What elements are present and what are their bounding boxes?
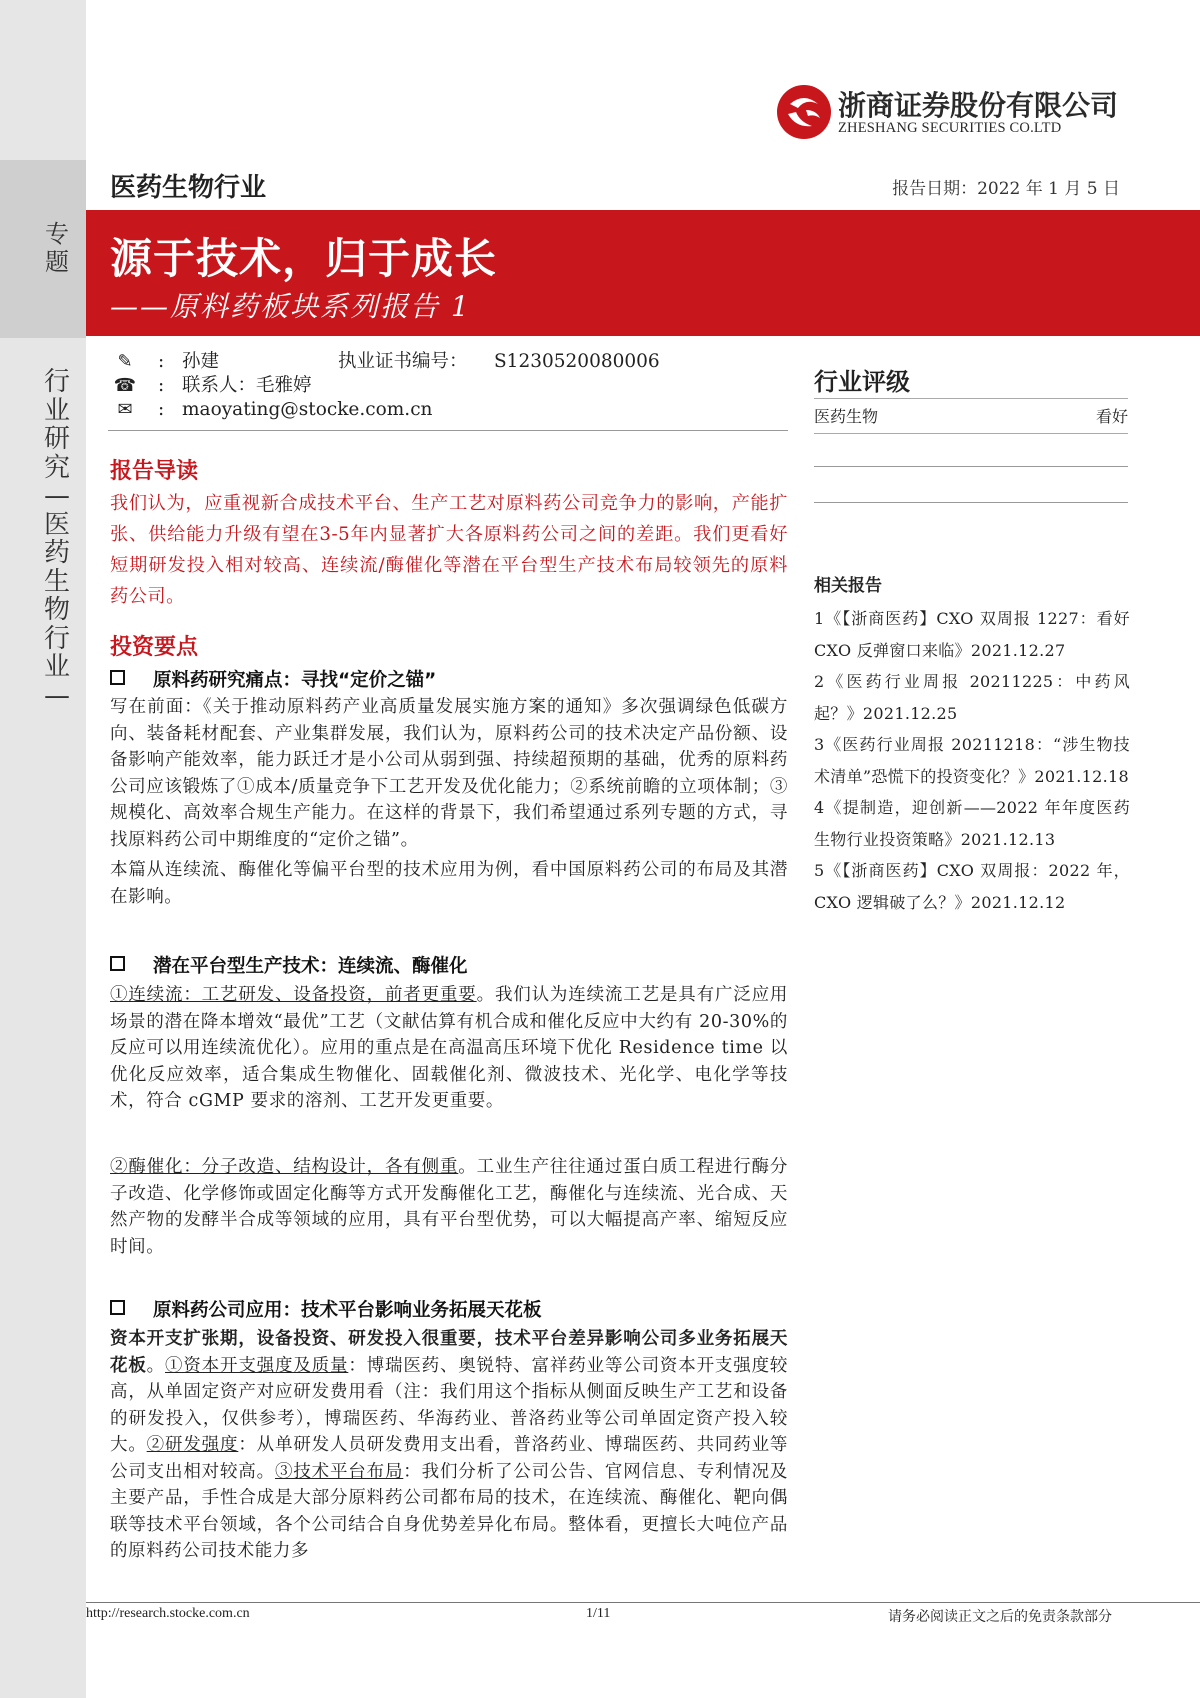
key-points-heading: 投资要点 <box>110 635 199 660</box>
cert-number: S1230520080006 <box>494 351 660 372</box>
company-logo <box>776 82 1119 142</box>
zheshang-logo-icon <box>776 84 832 140</box>
point2-continuous-flow <box>110 982 788 1115</box>
report-subtitle: ——原料药板块系列报告 1 <box>110 290 471 323</box>
tech-platform-lead: ③技术平台布局 <box>274 1461 404 1482</box>
footer-disclaimer: 请务必阅读正文之后的免责条款部分 <box>888 1609 1112 1625</box>
colon: : <box>158 351 165 372</box>
point2-title: 潜在平台型生产技术：连续流、酶催化 <box>153 956 468 977</box>
email-row <box>112 398 792 422</box>
rating-value: 看好 <box>1095 407 1128 426</box>
company-name-cn: 浙商证券股份有限公司 <box>838 89 1119 122</box>
footer-divider <box>86 1602 1200 1603</box>
guide-text: 我们认为，应重视新合成技术平台、生产工艺对原料药公司竞争力的影响，产能扩张、供给能力升级有望在3-5年内显著扩大各原料药公司之间的差距。我们更看好短期研发投入相对较高、连续流/酶催化等潜在平台型生产技术布局较领先的原料药公司。 <box>110 493 788 607</box>
related-report-item[interactable]: 2《医药行业周报 20211225：中药风起？》2021.12.25 <box>814 672 1130 723</box>
point2-enzyme-catalysis <box>110 1154 788 1260</box>
point3-bold-lead: 资本开支扩张期，设备投资、研发投入很重要，技术平台差异影响公司多业务拓展天花板 <box>110 1329 788 1376</box>
rating-sector: 医药生物 <box>814 407 879 426</box>
report-title: 源于技术，归于成长 <box>110 234 498 283</box>
envelope-icon: ✉ <box>117 399 133 420</box>
author-block <box>112 350 792 422</box>
footer-url[interactable]: http://research.stocke.com.cn <box>86 1606 250 1621</box>
phone-icon: ☎ <box>113 375 137 396</box>
rating-divider <box>814 502 1128 503</box>
rating-row <box>814 398 1128 434</box>
contact-row <box>112 374 792 398</box>
page-number: 1/11 <box>586 1606 611 1621</box>
rating-divider <box>814 466 1128 467</box>
continuous-flow-text: 。我们认为连续流工艺是具有广泛应用场景的潜在降本增效“最优”工艺（文献估算有机合成和催化反应中大约有 20-30%的反应可以用连续流优化）。应用的重点是在高温高压环境下优化 Residence time 以优化反应效率，适合集成生物催化、固载催化剂、微波技术、光化学、电化学等技术，符合 cGMP 要求的溶剂、工艺开发更重要。 <box>110 985 788 1111</box>
enzyme-text: 。工业生产往往通过蛋白质工程进行酶分子改造、化学修饰或固定化酶等方式开发酶催化工艺，酶催化与连续流、光合成、天然产物的发酵半合成等领域的应用，具有平台型优势，可以大幅提高产率、缩短反应时间。 <box>110 1157 788 1257</box>
contact-name: 联系人：毛雅婷 <box>182 375 312 396</box>
point3-dot: 。 <box>146 1355 166 1376</box>
cert-label: 执业证书编号： <box>338 351 468 372</box>
point1-heading <box>110 666 436 692</box>
point1-title: 原料药研究痛点：寻找“定价之锚” <box>153 670 437 691</box>
related-heading: 相关报告 <box>814 576 882 596</box>
analyst-row <box>112 350 792 374</box>
sidebar-vertical-label: 行业研究—医药生物行业— <box>43 367 70 711</box>
sidebar-tag: 专题 <box>45 220 69 276</box>
point2-heading <box>110 952 468 978</box>
point3-text <box>110 1326 788 1565</box>
related-report-list <box>814 603 1130 918</box>
related-report-item[interactable]: 1《【浙商医药】CXO 双周报 1227：看好 CXO 反弹窗口来临》2021.12.27 <box>814 609 1130 660</box>
colon: : <box>158 399 165 420</box>
point1-text: 写在前面：《关于推动原料药产业高质量发展实施方案的通知》多次强调绿色低碳方向、装备耗材配套、产业集群发展，我们认为，原料药公司的技术决定产品份额、设备影响产能效率，能力跃迁才是小公司从弱到强、持续超预期的基础，优秀的原料药公司应该锻炼了①成本/质量竞争下工艺开发及优化能力；②系统前瞻的立项体制；③规模化、高效率合规生产能力。在这样的背景下，我们希望通过系列专题的方式，寻找原料药公司中期维度的“定价之锚”。 <box>110 697 788 850</box>
bullet-square-icon <box>110 1300 125 1315</box>
report-date: 报告日期：2022 年 1 月 5 日 <box>892 179 1120 199</box>
continuous-flow-lead: ①连续流：工艺研发、设备投资，前者更重要 <box>110 985 477 1005</box>
related-report-item[interactable]: 3《医药行业周报 20211218：“涉生物技术清单”恐慌下的投资变化？》2021.12.18 <box>814 735 1130 786</box>
analyst-name: 孙建 <box>182 351 220 372</box>
capex-text: ：博瑞医药、奥锐特、富祥药业等公司资本开支强度较高，从单固定资产对应研发费用看（注：我们用这个指标从侧面反映生产工艺和设备的研发投入，仅供参考），博瑞医药、华海药业、普洛药业等公司单固定资产投入较大。 <box>110 1355 789 1455</box>
author-divider <box>108 430 788 431</box>
industry-title: 医药生物行业 <box>110 173 267 203</box>
pen-icon: ✎ <box>117 351 133 372</box>
guide-heading: 报告导读 <box>110 459 199 484</box>
company-name-en: ZHESHANG SECURITIES CO.LTD <box>838 120 1062 136</box>
bullet-square-icon <box>110 670 125 685</box>
capex-lead: ①资本开支强度及质量 <box>165 1355 349 1376</box>
tech-platform-text: ：我们分析了公司公告、官网信息、专利情况及主要产品，手性合成是大部分原料药公司都布局的技术，在连续流、酶催化、靶向偶联等技术平台领域，各个公司结合自身优势差异化布局。整体看，更擅长大吨位产品的原料药公司技术能力多 <box>110 1461 788 1561</box>
point1-text2: 本篇从连续流、酶催化等偏平台型的技术应用为例，看中国原料药公司的布局及其潜在影响。 <box>110 860 788 907</box>
related-report-item[interactable]: 5《【浙商医药】CXO 双周报：2022 年，CXO 逻辑破了么？》2021.12.12 <box>814 861 1130 912</box>
rating-heading: 行业评级 <box>814 368 910 396</box>
point3-title: 原料药公司应用：技术平台影响业务拓展天花板 <box>153 1300 542 1321</box>
bullet-square-icon <box>110 956 125 971</box>
colon: : <box>158 375 165 396</box>
rd-text: ：从单研发人员研发费用支出看，普洛药业、博瑞医药、共同药业等公司支出相对较高。 <box>110 1435 789 1482</box>
enzyme-lead: ②酶催化：分子改造、结构设计，各有侧重 <box>110 1157 459 1177</box>
email-link[interactable]: maoyating@stocke.com.cn <box>182 399 433 420</box>
rd-lead: ②研发强度 <box>146 1435 239 1455</box>
point3-heading <box>110 1296 542 1322</box>
related-report-item[interactable]: 4《提制造，迎创新——2022 年年度医药生物行业投资策略》2021.12.13 <box>814 798 1130 849</box>
